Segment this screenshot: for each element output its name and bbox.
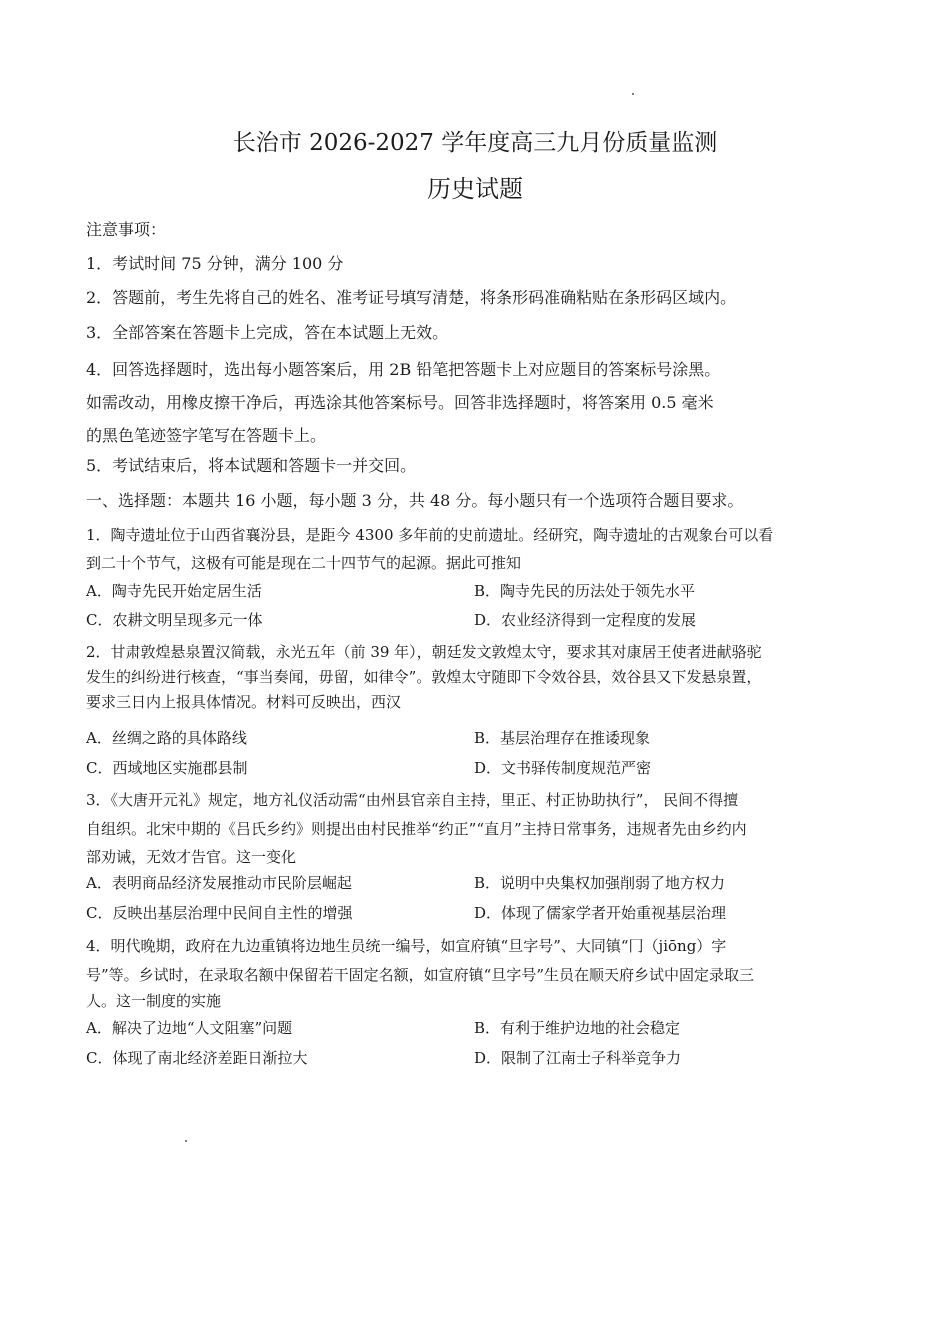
question-3-stem: 部劝诫，无效才告官。这一变化 [86,848,297,866]
decorative-dot [185,1140,187,1142]
notice-item-continued: 的黑色笔迹签字笔写在答题卡上。 [86,426,327,445]
question-4-option-d: D．限制了江南士子科举竞争力 [474,1049,682,1067]
question-3-option-d: D．体现了儒家学者开始重视基层治理 [474,904,727,922]
page-title: 长治市 2026-2027 学年度高三九月份质量监测 [232,130,718,156]
question-1-option-c: C．农耕文明呈现多元一体 [86,611,263,629]
notice-item-continued: 如需改动，用橡皮擦干净后，再选涂其他答案标号。回答非选择题时，将答案用 0.5 毫米 [86,393,714,412]
question-4-stem: 4．明代晚期，政府在九边重镇将边地生员统一编号，如宣府镇“旦字号”、大同镇“冂（jiōng）字 [86,937,727,955]
question-4-option-c: C．体现了南北经济差距日渐拉大 [86,1049,308,1067]
question-2-option-a: A．丝绸之路的具体路线 [86,729,247,747]
question-2-option-d: D．文书驿传制度规范严密 [474,759,652,777]
question-2-option-b: B．基层治理存在推诿现象 [474,729,651,747]
question-3-stem: 自组织。北宋中期的《吕氏乡约》则提出由村民推举“约正”“直月”主持日常事务，违规者先由乡约内 [86,820,747,838]
question-4-option-a: A．解决了边地“人文阻塞”问题 [86,1019,293,1037]
question-1-stem: 1．陶寺遗址位于山西省襄汾县，是距今 4300 多年前的史前遗址。经研究，陶寺遗址的古观象台可以看 [86,526,774,544]
question-3-option-a: A．表明商品经济发展推动市民阶层崛起 [86,874,352,892]
question-3-stem: 3．《大唐开元礼》规定，地方礼仪活动需“由州县官亲自主持，里正、村正协助执行”， 民间不得擅 [86,791,739,809]
notice-heading: 注意事项： [86,220,167,239]
decorative-dot [632,93,634,95]
section-heading: 一、选择题：本题共 16 小题，每小题 3 分，共 48 分。每小题只有一个选项符合题目要求。 [86,491,744,510]
subject-title: 历史试题 [427,175,523,203]
notice-item: 1．考试时间 75 分钟，满分 100 分 [86,254,344,273]
question-3-option-b: B．说明中央集权加强削弱了地方权力 [474,874,726,892]
question-4-stem: 号”等。乡试时，在录取名额中保留若干固定名额，如宣府镇“旦字号”生员在顺天府乡试中固定录取三 [86,966,755,984]
notice-item: 3．全部答案在答题卡上完成，答在本试题上无效。 [86,323,449,342]
notice-item: 2．答题前，考生先将自己的姓名、准考证号填写清楚，将条形码准确粘贴在条形码区域内。 [86,288,737,307]
question-1-stem: 到二十个节气，这极有可能是现在二十四节气的起源。据此可推知 [86,554,522,572]
question-3-option-c: C．反映出基层治理中民间自主性的增强 [86,904,353,922]
question-4-stem: 人。这一制度的实施 [86,992,222,1010]
question-1-option-d: D．农业经济得到一定程度的发展 [474,611,697,629]
question-1-option-b: B．陶寺先民的历法处于领先水平 [474,582,696,600]
question-2-stem: 要求三日内上报具体情况。材料可反映出，西汉 [86,693,402,711]
question-4-option-b: B．有利于维护边地的社会稳定 [474,1019,681,1037]
question-2-stem: 2．甘肃敦煌悬泉置汉简载，永光五年（前 39 年），朝廷发文敦煌太守，要求其对康居王使者进献骆驼 [86,643,762,661]
question-2-stem: 发生的纠纷进行核查，“事当奏闻，毋留，如律令”。敦煌太守随即下令效谷县，效谷县又下发悬泉置， [86,668,762,686]
question-2-option-c: C．西域地区实施郡县制 [86,759,248,777]
question-1-option-a: A．陶寺先民开始定居生活 [86,582,262,600]
notice-item: 5．考试结束后，将本试题和答题卡一并交回。 [86,456,417,475]
notice-item: 4．回答选择题时，选出每小题答案后，用 2B 铅笔把答题卡上对应题目的答案标号涂黑。 [86,360,721,379]
